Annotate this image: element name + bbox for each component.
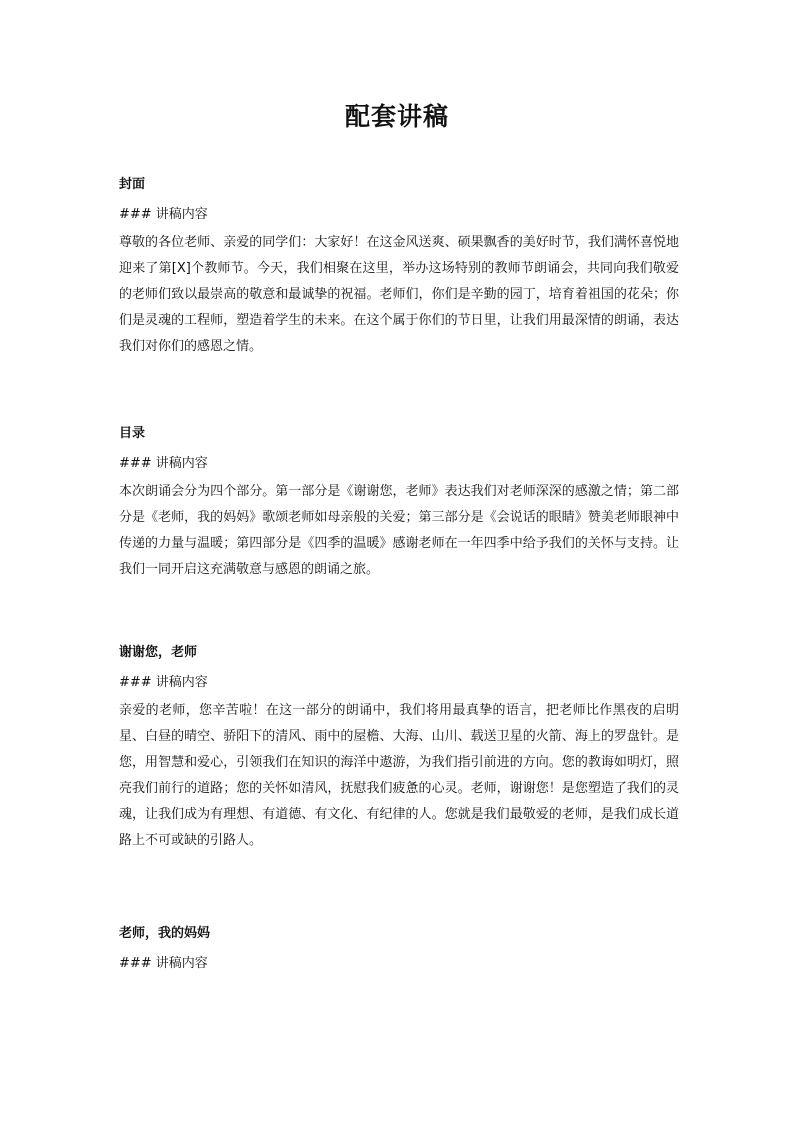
section-cover xyxy=(119,175,679,360)
section-body-text: 本次朗诵会分为四个部分。第一部分是《谢谢您，老师》表达我们对老师深深的感激之情；第二部分是《老师，我的妈妈》歌颂老师如母亲般的关爱；第三部分是《会说话的眼睛》赞美老师眼神中传递的力量与温暖；第四部分是《四季的温暖》感谢老师在一年四季中给予我们的关怀与支持。让我们一同开启这充满敬意与感恩的朗诵之旅。 xyxy=(119,484,679,577)
section-body-text: 尊敬的各位老师、亲爱的同学们：大家好！在这金风送爽、硕果飘香的美好时节，我们满怀喜悦地迎来了第[X]个教师节。今天，我们相聚在这里，举办这场特别的教师节朗诵会，共同向我们敬爱的老师们致以最崇高的敬意和最诚挚的祝福。老师们，你们是辛勤的园丁，培育着祖国的花朵；你们是灵魂的工程师，塑造着学生的未来。在这个属于你们的节日里，让我们用最深情的朗诵，表达我们对你们的感恩之情。 xyxy=(119,235,679,354)
section-subheading: ### 讲稿内容 xyxy=(119,207,208,222)
section-subheading: ### 讲稿内容 xyxy=(119,456,208,471)
page-title: 配套讲稿 xyxy=(344,102,449,131)
section-subheading: ### 讲稿内容 xyxy=(119,956,208,971)
section-heading: 目录 xyxy=(119,426,146,441)
section-heading: 老师，我的妈妈 xyxy=(119,926,211,941)
section-heading: 谢谢您，老师 xyxy=(119,645,198,660)
section-body-text: 亲爱的老师，您辛苦啦！在这一部分的朗诵中，我们将用最真挚的语言，把老师比作黑夜的启明星、白昼的晴空、骄阳下的清风、雨中的屋檐、大海、山川、载送卫星的火箭、海上的罗盘针。是您，用智慧和爱心，引领我们在知识的海洋中遨游，为我们指引前进的方向。您的教诲如明灯，照亮我们前行的道路；您的关怀如清风，抚慰我们疲惫的心灵。老师，谢谢您！是您塑造了我们的灵魂，让我们成为有理想、有道德、有文化、有纪律的人。您就是我们最敬爱的老师，是我们成长道路上不可或缺的引路人。 xyxy=(119,703,679,848)
section-teacher-my-mother xyxy=(119,924,679,979)
section-thank-you-teacher xyxy=(119,643,679,854)
section-table-of-contents xyxy=(119,424,679,583)
section-heading: 封面 xyxy=(119,177,146,192)
section-subheading: ### 讲稿内容 xyxy=(119,675,208,690)
